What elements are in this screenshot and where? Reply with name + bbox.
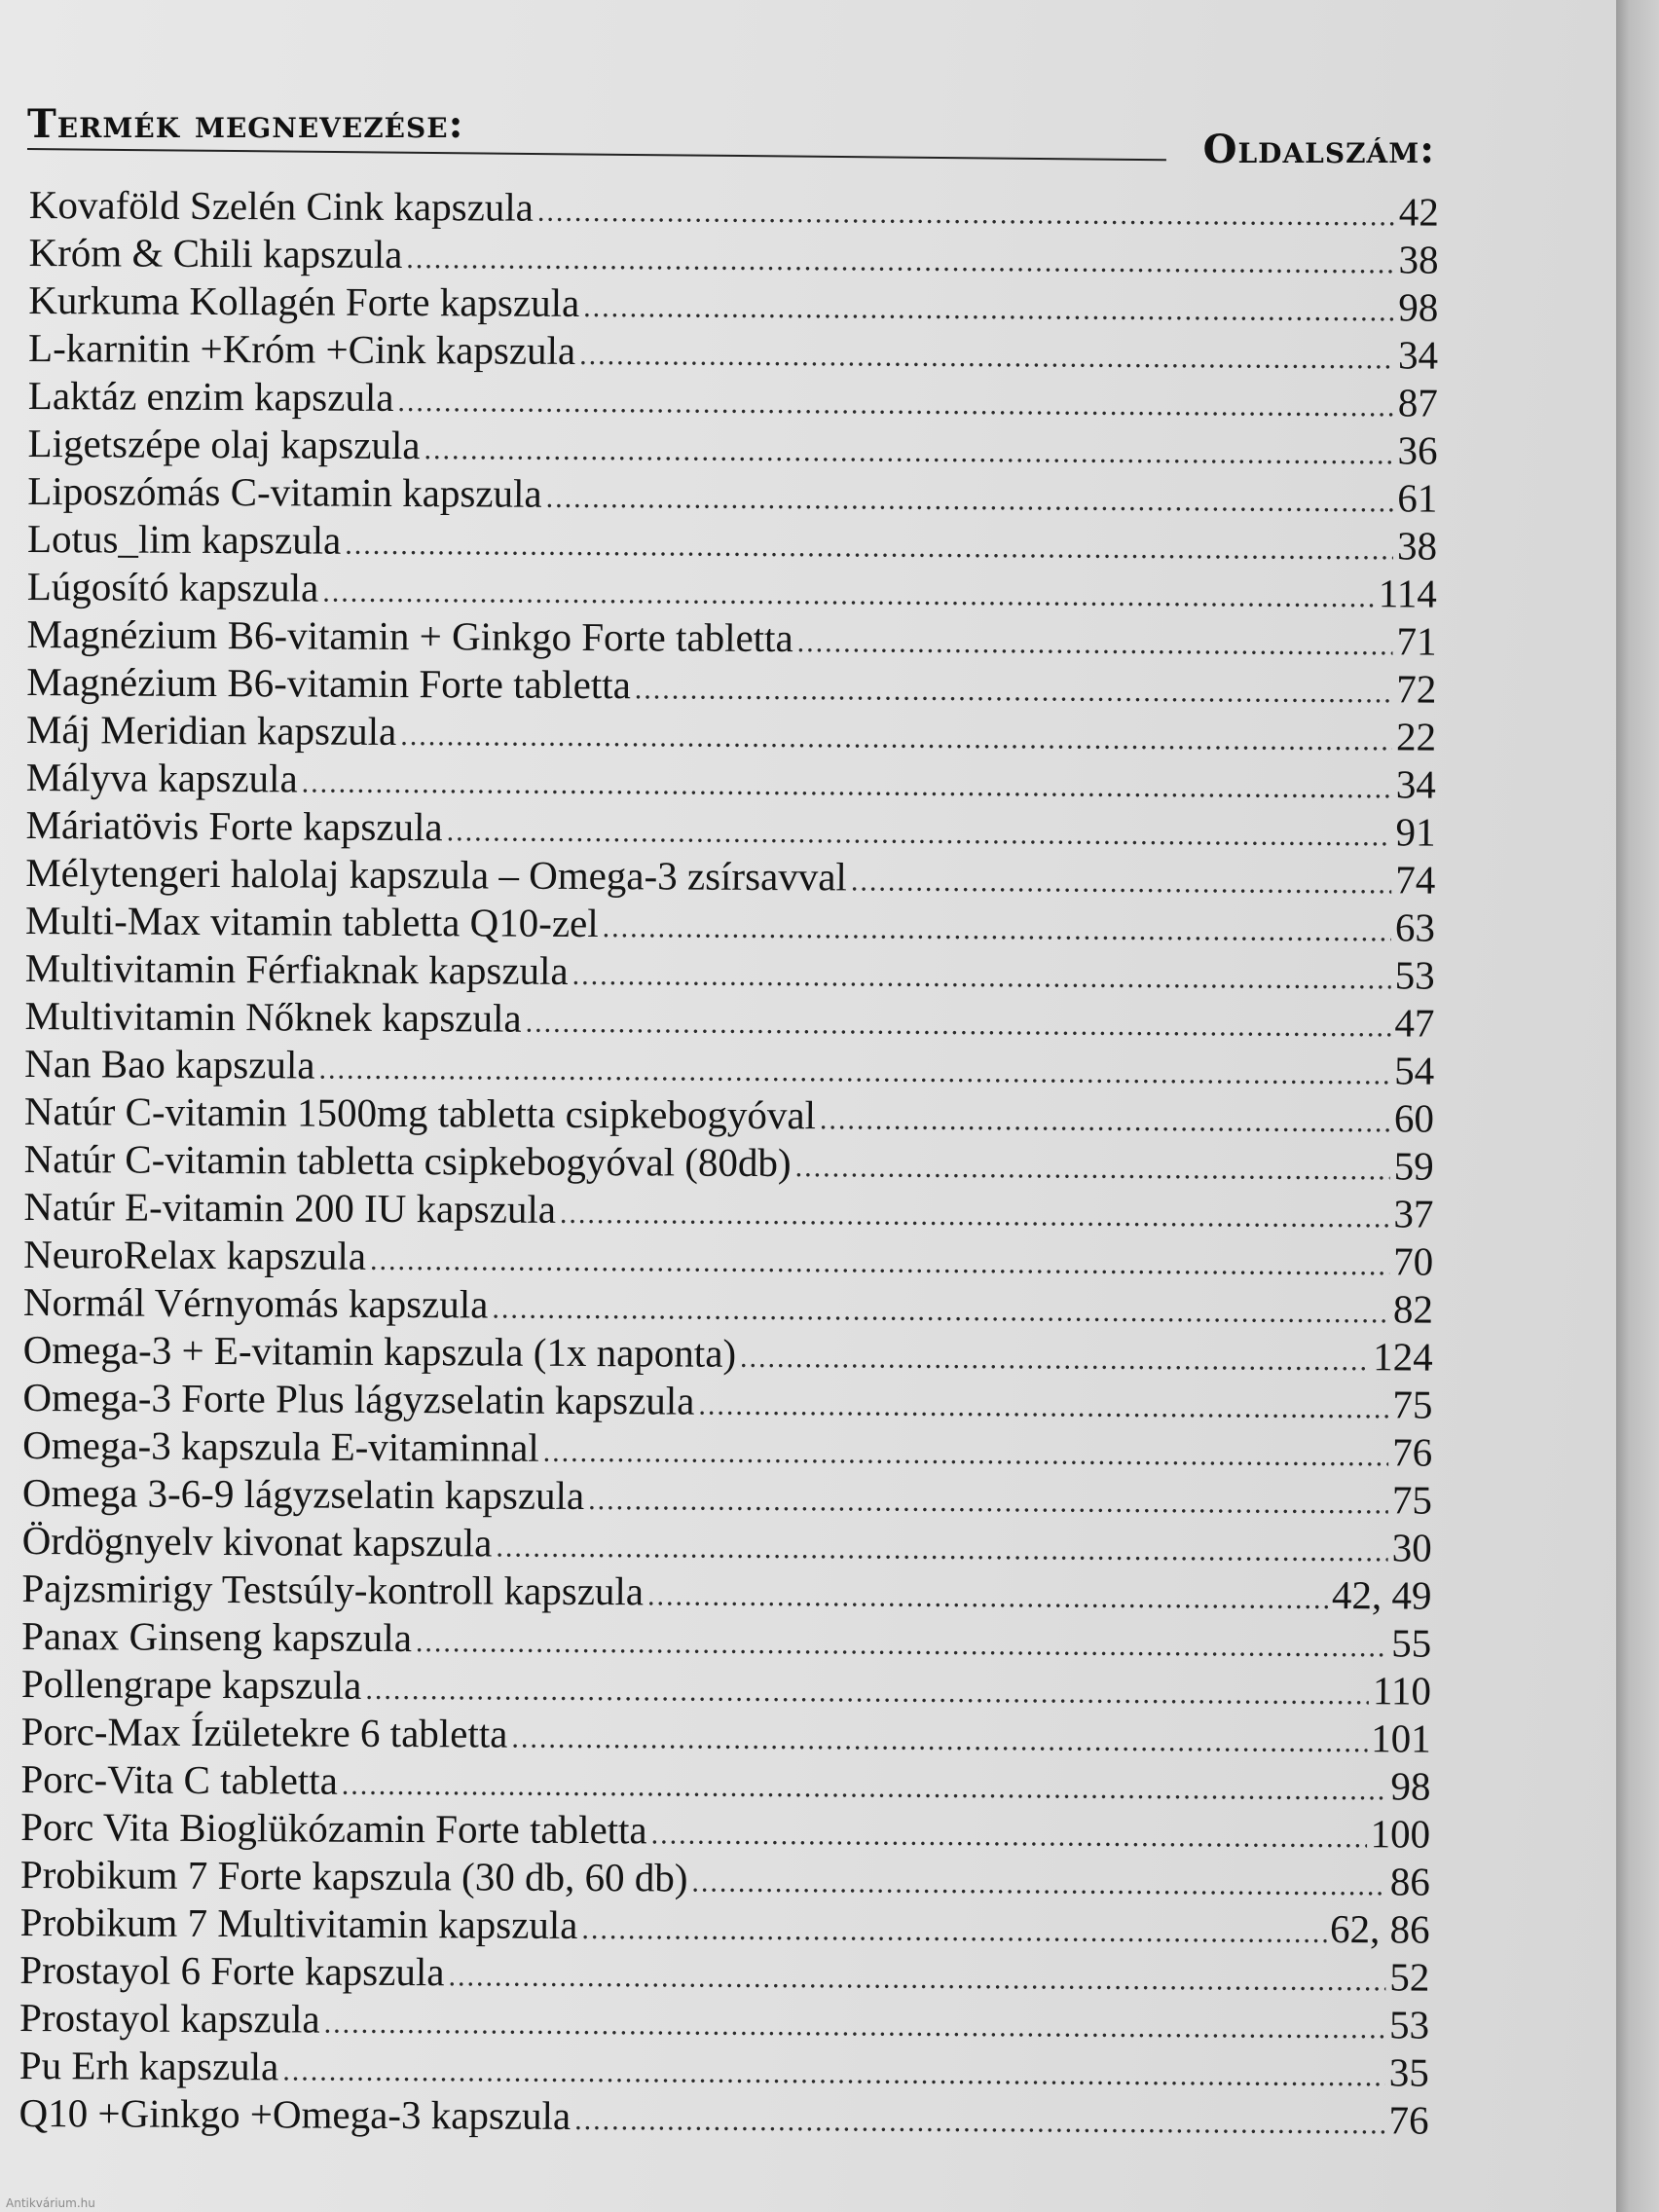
product-name: Mélytengeri halolaj kapszula – Omega-3 zsírsavval xyxy=(25,849,848,900)
page-number: 114 xyxy=(1378,571,1437,616)
product-name: Prostayol 6 Forte kapszula xyxy=(19,1946,445,1995)
product-name: Omega-3 kapszula E-vitaminnal xyxy=(22,1421,539,1470)
page-number: 101 xyxy=(1371,1715,1431,1761)
dot-leader xyxy=(651,1810,1367,1862)
product-name: Magnézium B6-vitamin Forte tabletta xyxy=(26,658,631,708)
page-number: 71 xyxy=(1396,618,1437,664)
page-number: 59 xyxy=(1393,1143,1434,1189)
page-number: 75 xyxy=(1391,1477,1433,1523)
product-name: Probikum 7 Multivitamin kapszula xyxy=(19,1899,578,1947)
product-name: Natúr E-vitamin 200 IU kapszula xyxy=(23,1183,557,1232)
header-underline xyxy=(27,148,1166,161)
dot-leader xyxy=(579,331,1394,383)
product-name: Omega-3 + E-vitamin kapszula (1x naponta) xyxy=(22,1326,737,1376)
product-name: L-karnitin +Króm +Cink kapszula xyxy=(27,324,576,373)
product-name: Kurkuma Kollagén Forte kapszula xyxy=(28,276,580,325)
page-number: 86 xyxy=(1389,1859,1430,1904)
page-number: 82 xyxy=(1392,1286,1434,1332)
product-name: Mályva kapszula xyxy=(25,754,298,801)
product-name: Panax Ginseng kapszula xyxy=(21,1612,413,1661)
page-number: 87 xyxy=(1397,380,1438,425)
product-index-list xyxy=(18,181,1438,2145)
product-name: Liposzómás C-vitamin kapszula xyxy=(27,467,542,516)
product-name: Pu Erh kapszula xyxy=(18,2042,279,2089)
page-number: 30 xyxy=(1391,1525,1432,1570)
product-name: Ördögnyelv kivonat kapszula xyxy=(21,1517,493,1566)
page-number: 124 xyxy=(1373,1334,1433,1380)
dot-leader xyxy=(635,665,1393,717)
dot-leader xyxy=(698,1382,1388,1433)
dot-leader xyxy=(345,521,1393,574)
page-number: 98 xyxy=(1390,1763,1431,1809)
dot-leader xyxy=(400,712,1392,764)
product-name: Omega-3 Forte Plus lágyzselatin kapszula xyxy=(22,1374,695,1423)
product-name: Multi-Max vitamin tabletta Q10-zel xyxy=(24,897,599,946)
dot-leader xyxy=(543,1428,1389,1481)
dot-leader xyxy=(603,903,1392,955)
dot-leader xyxy=(560,1190,1390,1241)
page-number: 54 xyxy=(1394,1048,1435,1093)
product-name: Pajzsmirigy Testsúly-kontroll kapszula xyxy=(21,1565,645,1614)
page-number: 76 xyxy=(1388,2097,1429,2143)
product-name: Lotus_lim kapszula xyxy=(26,515,342,563)
page-number: 38 xyxy=(1398,237,1439,282)
product-name: Porc-Vita C tabletta xyxy=(20,1755,338,1803)
page-number: 62, 86 xyxy=(1329,1906,1430,1952)
product-name: Porc Vita Bioglükózamin Forte tabletta xyxy=(20,1803,647,1853)
page-number: 98 xyxy=(1398,284,1439,330)
dot-leader xyxy=(370,1236,1389,1289)
product-name: Prostayol kapszula xyxy=(19,1994,320,2042)
page-number: 35 xyxy=(1388,2049,1429,2095)
product-name: Pollengrape kapszula xyxy=(20,1660,362,1708)
page-number: 91 xyxy=(1395,809,1436,855)
dot-leader xyxy=(416,1618,1387,1671)
page-number: 42 xyxy=(1398,189,1439,235)
dot-leader xyxy=(546,474,1394,527)
dot-leader xyxy=(537,188,1395,240)
dot-leader xyxy=(324,2000,1386,2053)
dot-leader xyxy=(820,1095,1390,1146)
dot-leader xyxy=(397,378,1394,430)
page-number: 22 xyxy=(1395,714,1437,759)
product-name: Laktáz enzim kapszula xyxy=(27,372,394,420)
watermark: Antikvárium.hu xyxy=(6,2196,95,2210)
page-edge xyxy=(1616,0,1659,2212)
page-number-heading: Oldalszám: xyxy=(1202,127,1435,172)
product-name: Multivitamin Nőknek kapszula xyxy=(24,992,522,1041)
page-number: 70 xyxy=(1393,1238,1434,1284)
product-name: Omega 3-6-9 lágyzselatin kapszula xyxy=(21,1469,585,1519)
page-number: 52 xyxy=(1389,1954,1430,2000)
page-number: 75 xyxy=(1392,1382,1433,1427)
dot-leader xyxy=(583,283,1394,335)
page-number: 53 xyxy=(1388,2002,1430,2047)
product-name: Króm & Chili kapszula xyxy=(28,229,403,277)
dot-leader xyxy=(647,1571,1328,1623)
product-name: Máriatövis Forte kapszula xyxy=(25,801,443,850)
product-name: Natúr C-vitamin 1500mg tabletta csipkebogyóval xyxy=(23,1088,817,1138)
product-name: Porc-Max Ízületekre 6 tabletta xyxy=(20,1708,508,1756)
page-number: 47 xyxy=(1394,1000,1435,1046)
dot-leader xyxy=(511,1714,1367,1767)
product-name: Normál Vérnyomás kapszula xyxy=(22,1278,489,1327)
page-number: 37 xyxy=(1393,1191,1434,1236)
page-number: 36 xyxy=(1397,427,1438,473)
page-number: 42, 49 xyxy=(1331,1572,1432,1618)
product-name: Lúgosító kapszula xyxy=(26,563,319,610)
dot-leader xyxy=(691,1859,1386,1910)
dot-leader xyxy=(740,1334,1369,1384)
product-name: NeuroRelax kapszula xyxy=(23,1231,367,1278)
product-name: Probikum 7 Forte kapszula (30 db, 60 db) xyxy=(19,1851,688,1900)
product-name: Q10 +Ginkgo +Omega-3 kapszula xyxy=(18,2089,571,2138)
dot-leader xyxy=(572,951,1391,1003)
page-number: 53 xyxy=(1394,952,1435,998)
dot-leader xyxy=(574,2096,1385,2148)
product-name: Ligetszépe olaj kapszula xyxy=(27,420,421,468)
page-number: 34 xyxy=(1395,761,1436,807)
page-number: 74 xyxy=(1395,857,1436,903)
product-name: Nan Bao kapszula xyxy=(24,1040,315,1088)
page-number: 72 xyxy=(1396,666,1437,712)
index-entry xyxy=(29,181,1439,237)
dot-leader xyxy=(797,618,1393,669)
product-name: Kovaföld Szelén Cink kapszula xyxy=(28,181,535,230)
dot-leader xyxy=(795,1143,1390,1194)
dot-leader xyxy=(365,1666,1369,1718)
page-number: 100 xyxy=(1370,1811,1431,1857)
page-number: 55 xyxy=(1391,1620,1432,1666)
dot-leader xyxy=(851,857,1392,907)
product-name-heading: Termék megnevezése: xyxy=(27,101,464,147)
dot-leader xyxy=(581,1905,1326,1957)
product-name: Máj Meridian kapszula xyxy=(25,706,397,754)
page-number: 60 xyxy=(1393,1095,1435,1141)
dot-leader xyxy=(525,999,1390,1051)
index-header xyxy=(27,97,1435,175)
dot-leader xyxy=(588,1476,1388,1528)
product-name: Natúr C-vitamin tabletta csipkebogyóval (80db) xyxy=(23,1135,792,1186)
product-name: Multivitamin Férfiaknak kapszula xyxy=(24,944,569,993)
page-number: 38 xyxy=(1396,523,1438,569)
page-number: 63 xyxy=(1394,904,1436,950)
dot-leader xyxy=(448,1952,1385,2005)
page-number: 34 xyxy=(1397,332,1439,378)
dot-leader xyxy=(424,425,1393,478)
product-name: Magnézium B6-vitamin + Ginkgo Forte tabletta xyxy=(26,610,793,661)
page-number: 61 xyxy=(1397,475,1438,521)
page-number: 76 xyxy=(1392,1429,1433,1475)
page-number: 110 xyxy=(1372,1668,1432,1714)
dot-leader xyxy=(302,758,1392,812)
